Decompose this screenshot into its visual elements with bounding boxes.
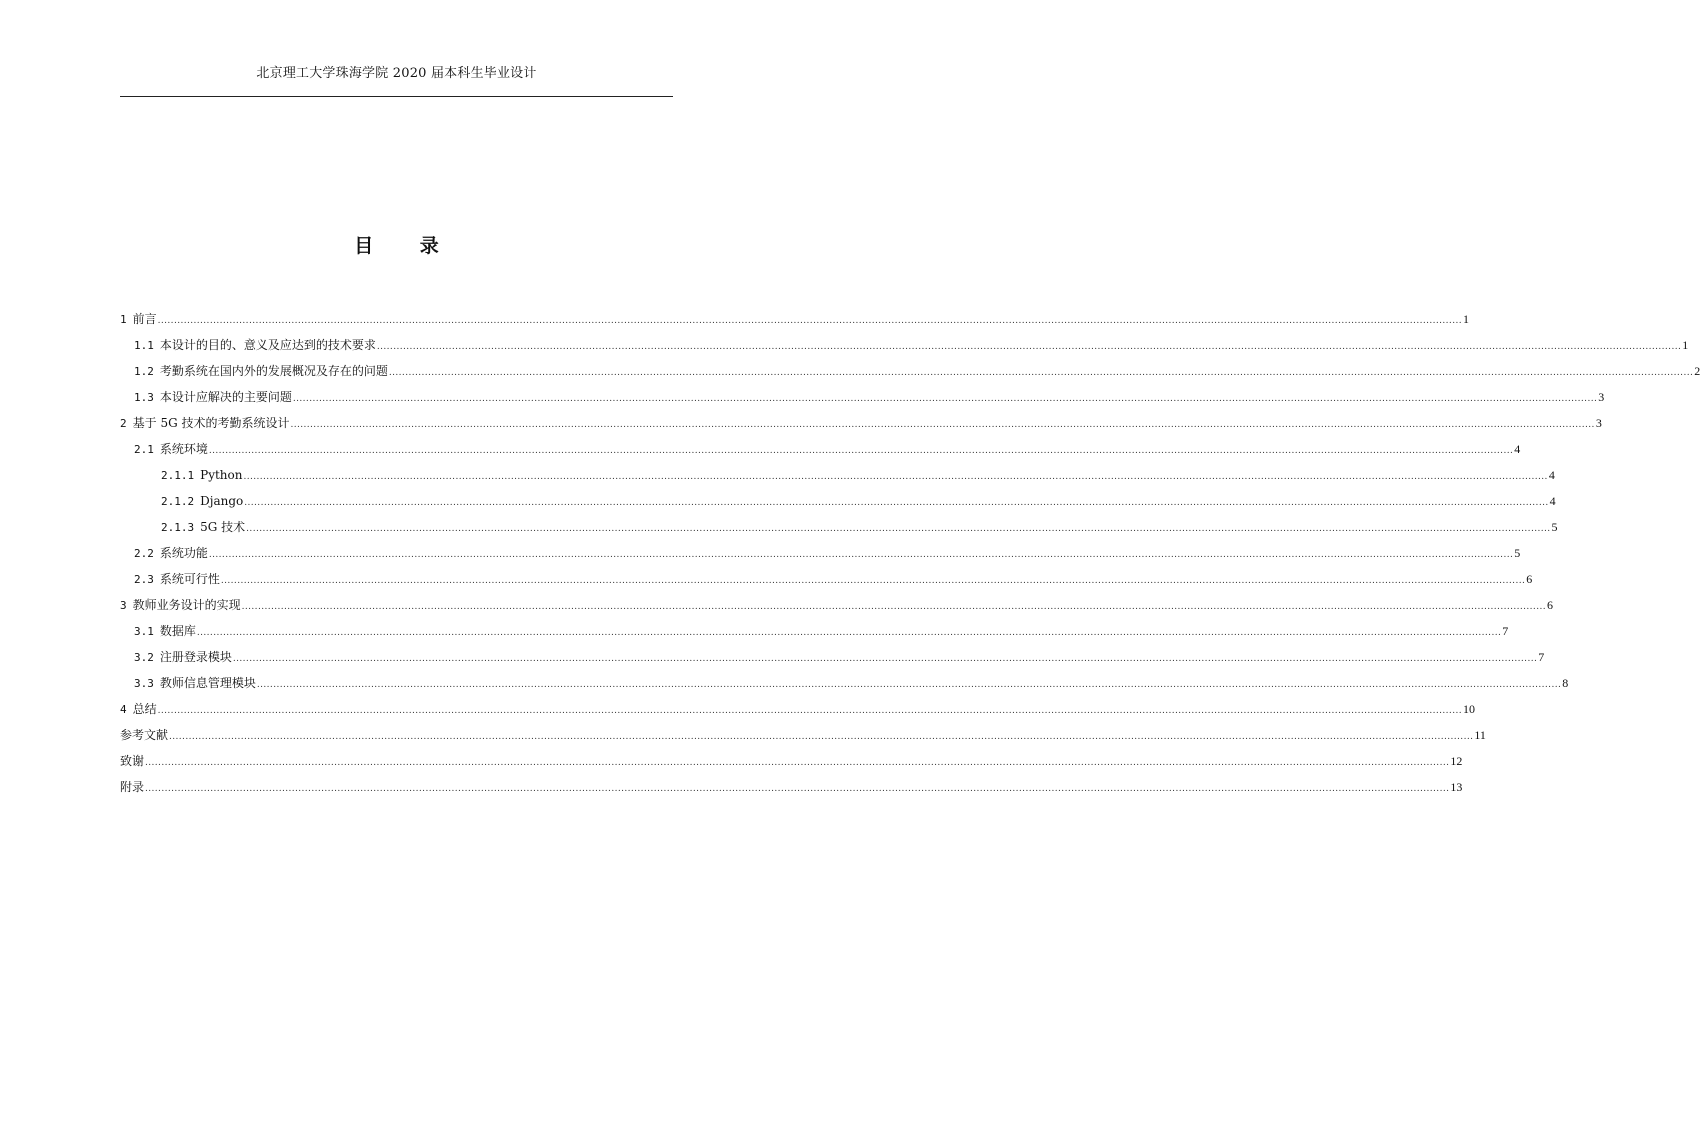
toc-entry[interactable] [120, 519, 1558, 545]
toc-entry-number: 2 [120, 417, 127, 430]
toc-entry-title: 考勤系统在国内外的发展概况及存在的问题 [159, 364, 388, 378]
toc-entry-title: 数据库 [159, 624, 196, 638]
toc-entry-page: 1 [1682, 338, 1689, 352]
toc-entry[interactable] [120, 727, 1486, 753]
toc-dot-leader: ................................................................................................................................................................................................................................................................................................................................................................................................................ [241, 602, 1546, 612]
toc-entry-page: 7 [1502, 624, 1509, 638]
toc-entry-page: 2 [1694, 364, 1700, 378]
toc-dot-leader: ................................................................................................................................................................................................................................................................................................................................................................................................................ [208, 446, 1514, 456]
toc-entry-title: 基于 5G 技术的考勤系统设计 [132, 416, 290, 430]
toc-entry-page: 11 [1474, 728, 1486, 742]
toc-entry-title: 系统可行性 [159, 572, 220, 586]
toc-entry-page: 1 [1462, 312, 1469, 326]
toc-entry-number: 3.2 [134, 651, 154, 664]
toc-entry-page: 12 [1450, 754, 1463, 768]
toc-entry[interactable] [120, 649, 1545, 675]
toc-entry-title: 参考文献 [120, 728, 169, 742]
toc-entry[interactable] [120, 441, 1521, 467]
toc-entry-page: 6 [1546, 598, 1553, 612]
toc-entry[interactable] [120, 337, 1689, 363]
toc-dot-leader: ................................................................................................................................................................................................................................................................................................................................................................................................................ [208, 550, 1514, 560]
toc-dot-leader: ................................................................................................................................................................................................................................................................................................................................................................................................................ [292, 394, 1598, 404]
toc-entry-page: 4 [1514, 442, 1521, 456]
toc-entry[interactable] [120, 779, 1463, 805]
toc-entry-title: 教师信息管理模块 [159, 676, 256, 690]
toc-entry[interactable] [120, 701, 1475, 727]
toc-entry-title: 致谢 [120, 754, 145, 768]
toc-entry-page: 5 [1514, 546, 1521, 560]
toc-entry-title: 注册登录模块 [159, 650, 232, 664]
toc-entry[interactable] [120, 389, 1605, 415]
toc-entry-page: 4 [1548, 468, 1555, 482]
toc-entry[interactable] [120, 597, 1553, 623]
toc-entry[interactable] [120, 363, 1700, 389]
toc-entry-number: 2.2 [134, 547, 154, 560]
toc-entry-title: 系统环境 [159, 442, 208, 456]
toc-dot-leader: ................................................................................................................................................................................................................................................................................................................................................................................................................ [243, 472, 1548, 482]
toc-entry-page: 10 [1462, 702, 1475, 716]
toc-entry-title: 总结 [132, 702, 157, 716]
toc-dot-leader: ................................................................................................................................................................................................................................................................................................................................................................................................................ [220, 576, 1526, 586]
toc-dot-leader: ................................................................................................................................................................................................................................................................................................................................................................................................................ [169, 732, 1474, 742]
toc-dot-leader: ................................................................................................................................................................................................................................................................................................................................................................................................................ [145, 784, 1450, 794]
toc-dot-leader: ................................................................................................................................................................................................................................................................................................................................................................................................................ [145, 758, 1450, 768]
toc-entry-number: 4 [120, 703, 127, 716]
toc-entry-number: 2.3 [134, 573, 154, 586]
toc-entry[interactable] [120, 623, 1509, 649]
toc-entry-page: 3 [1598, 390, 1605, 404]
toc-entry-title: 系统功能 [159, 546, 208, 560]
toc-entry[interactable] [120, 753, 1463, 779]
toc-entry-number: 1.2 [134, 365, 154, 378]
toc-entry-number: 1 [120, 313, 127, 326]
toc-entry-number: 2.1.2 [161, 495, 195, 508]
toc-dot-leader: ................................................................................................................................................................................................................................................................................................................................................................................................................ [244, 498, 1549, 508]
toc-entry[interactable] [120, 467, 1555, 493]
toc-entry-title: Python [200, 468, 243, 482]
toc-entry-number: 1.3 [134, 391, 154, 404]
page-header: 北京理工大学珠海学院 2020 届本科生毕业设计 [256, 66, 537, 81]
header-divider [120, 96, 673, 97]
toc-entry-title: 本设计应解决的主要问题 [159, 390, 292, 404]
toc-entry-number: 3.3 [134, 677, 154, 690]
toc-entry[interactable] [120, 545, 1521, 571]
toc-entry-page: 3 [1595, 416, 1602, 430]
toc-entry[interactable] [120, 571, 1533, 597]
page-title: 目 录 [354, 235, 459, 257]
toc-entry[interactable] [120, 311, 1469, 337]
toc-entry[interactable] [120, 675, 1569, 701]
toc-entry[interactable] [120, 415, 1602, 441]
toc-dot-leader: ................................................................................................................................................................................................................................................................................................................................................................................................................ [157, 706, 1462, 716]
toc-entry-title: 教师业务设计的实现 [132, 598, 241, 612]
toc-dot-leader: ................................................................................................................................................................................................................................................................................................................................................................................................................ [157, 316, 1462, 326]
toc-entry-title: 本设计的目的、意义及应达到的技术要求 [159, 338, 376, 352]
toc-entry-page: 7 [1538, 650, 1545, 664]
toc-dot-leader: ................................................................................................................................................................................................................................................................................................................................................................................................................ [388, 368, 1694, 378]
toc-entry-title: 前言 [132, 312, 157, 326]
toc-entry-number: 2.1.1 [161, 469, 195, 482]
toc-entry-page: 4 [1549, 494, 1556, 508]
toc-entry-number: 2.1 [134, 443, 154, 456]
toc-entry-number: 2.1.3 [161, 521, 195, 534]
toc-entry-number: 1.1 [134, 339, 154, 352]
toc-entry-page: 13 [1450, 780, 1463, 794]
toc-entry-title: 附录 [120, 780, 145, 794]
toc-entry-page: 5 [1551, 520, 1558, 534]
toc-entry-title: 5G 技术 [200, 520, 246, 534]
toc-dot-leader: ................................................................................................................................................................................................................................................................................................................................................................................................................ [376, 342, 1682, 352]
toc-entry-page: 8 [1562, 676, 1569, 690]
toc-dot-leader: ................................................................................................................................................................................................................................................................................................................................................................................................................ [246, 524, 1551, 534]
table-of-contents [120, 311, 1700, 805]
toc-dot-leader: ................................................................................................................................................................................................................................................................................................................................................................................................................ [232, 654, 1538, 664]
toc-dot-leader: ................................................................................................................................................................................................................................................................................................................................................................................................................ [196, 628, 1502, 638]
toc-entry-number: 3.1 [134, 625, 154, 638]
toc-entry[interactable] [120, 493, 1556, 519]
toc-entry-page: 6 [1526, 572, 1533, 586]
toc-entry-number: 3 [120, 599, 127, 612]
toc-dot-leader: ................................................................................................................................................................................................................................................................................................................................................................................................................ [256, 680, 1562, 690]
toc-entry-title: Django [200, 494, 244, 508]
toc-dot-leader: ................................................................................................................................................................................................................................................................................................................................................................................................................ [290, 420, 1595, 430]
